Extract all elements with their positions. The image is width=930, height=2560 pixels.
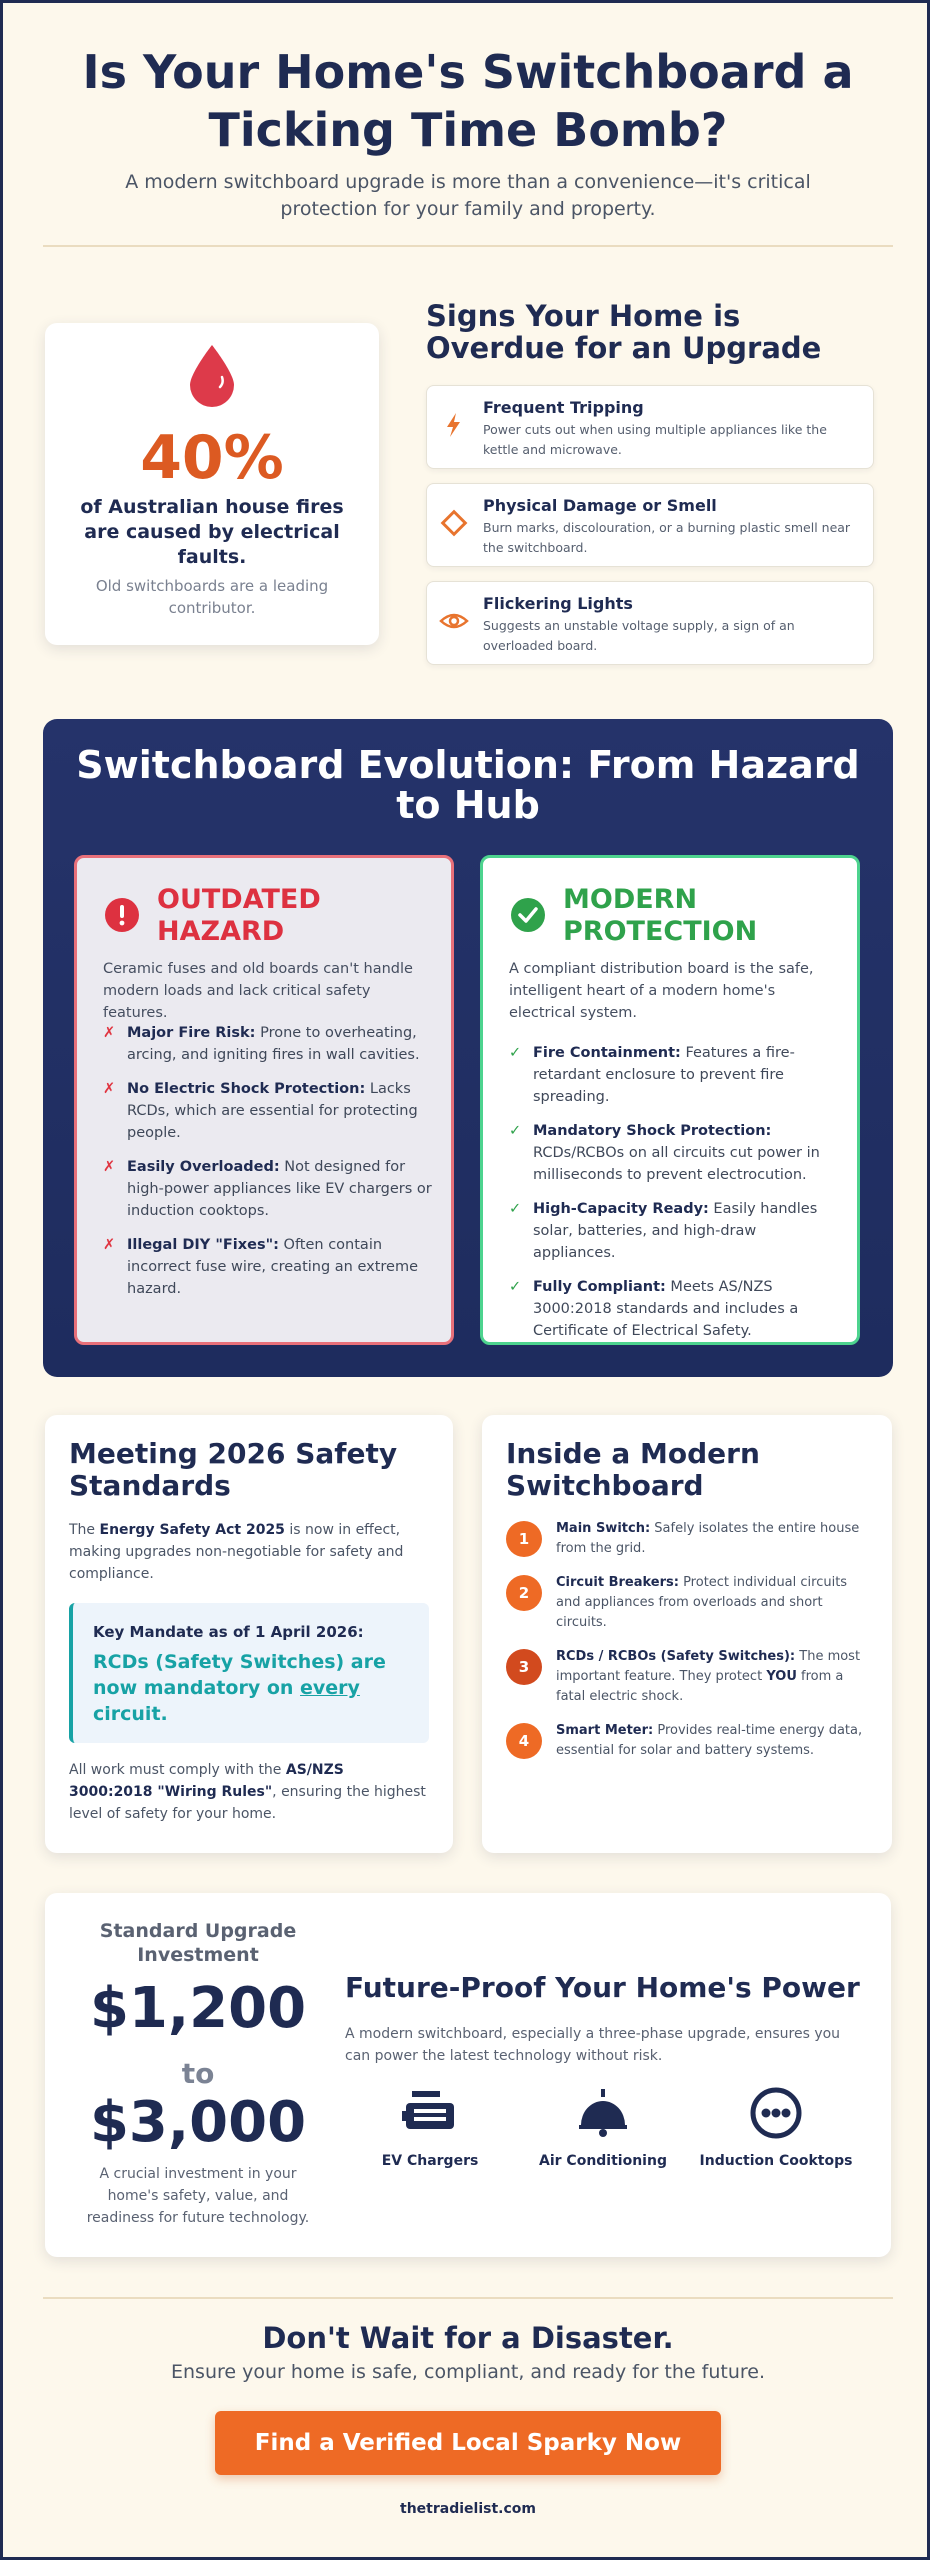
feature-induction-cooktops bbox=[691, 2087, 861, 2169]
future-title: Future-Proof Your Home's Power bbox=[345, 1971, 860, 2004]
stat-value: 40% bbox=[140, 423, 284, 493]
divider bbox=[43, 245, 893, 247]
outdated-hazard-column bbox=[74, 855, 454, 1345]
feature-label: Air Conditioning bbox=[539, 2153, 667, 2169]
cross-icon: ✗ bbox=[103, 1081, 116, 1097]
cost-to: to bbox=[181, 2057, 215, 2090]
modern-heading: MODERN PROTECTION bbox=[563, 884, 758, 947]
check-icon: ✓ bbox=[509, 1201, 522, 1217]
standards-title: Meeting 2026 Safety Standards bbox=[69, 1437, 398, 1502]
check-circle-icon bbox=[511, 898, 545, 932]
cross-icon: ✗ bbox=[103, 1159, 116, 1175]
list-item: ✗ Illegal DIY "Fixes": Often contain incorrect fuse wire, creating an extreme hazard. bbox=[103, 1234, 433, 1300]
footer-site: thetradielist.com bbox=[400, 2501, 536, 2517]
sign-title: Flickering Lights bbox=[483, 594, 633, 613]
standards-intro: The Energy Safety Act 2025 is now in effect, making upgrades non-negotiable for safety and compliance. bbox=[69, 1522, 404, 1582]
mandate-text: RCDs (Safety Switches) are now mandatory on every circuit. bbox=[93, 1651, 386, 1725]
outdated-heading: OUTDATED HAZARD bbox=[157, 884, 321, 947]
divider bbox=[43, 2297, 893, 2299]
ev-charger-icon bbox=[400, 2087, 460, 2139]
sign-desc: Burn marks, discolouration, or a burning plastic smell near the switchboard. bbox=[483, 520, 851, 555]
modern-protection-column bbox=[480, 855, 860, 1345]
feature-label: Induction Cooktops bbox=[699, 2153, 853, 2169]
cost-low: $1,200 bbox=[89, 1976, 307, 2041]
evolution-title: Switchboard Evolution: From Hazard to Hub bbox=[76, 743, 860, 827]
feature-ev-chargers bbox=[345, 2087, 515, 2169]
warning-diamond-icon bbox=[439, 508, 469, 538]
list-item: ✗ Easily Overloaded: Not designed for high-power appliances like EV chargers or induction cooktops. bbox=[103, 1156, 433, 1222]
sign-card bbox=[426, 483, 874, 567]
list-item: 2 Circuit Breakers: Protect individual circuits and appliances from overloads and short circuits. bbox=[506, 1573, 866, 1633]
modern-list bbox=[509, 1042, 839, 1354]
check-icon: ✓ bbox=[509, 1279, 522, 1295]
outdated-list bbox=[103, 1022, 433, 1312]
step-number: 2 bbox=[506, 1575, 542, 1611]
eye-icon bbox=[439, 606, 469, 636]
signs-title: Signs Your Home is Overdue for an Upgrade bbox=[426, 299, 822, 365]
sign-desc: Power cuts out when using multiple appliances like the kettle and microwave. bbox=[483, 422, 827, 457]
cta-subtitle: Ensure your home is safe, compliant, and ready for the future. bbox=[171, 2361, 765, 2383]
sign-card bbox=[426, 385, 874, 469]
modern-intro: A compliant distribution board is the safe, intelligent heart of a modern home's electrical system. bbox=[509, 961, 814, 1021]
cross-icon: ✗ bbox=[103, 1025, 116, 1041]
induction-cooktop-icon bbox=[746, 2087, 806, 2139]
outdated-intro: Ceramic fuses and old boards can't handle modern loads and lack critical safety features. bbox=[103, 961, 413, 1021]
step-number: 1 bbox=[506, 1521, 542, 1557]
stat-note: Old switchboards are a leading contributor. bbox=[95, 577, 329, 617]
cost-note: A crucial investment in your home's safety, value, and readiness for future technology. bbox=[86, 2166, 310, 2226]
feature-label: EV Chargers bbox=[381, 2153, 479, 2169]
step-number: 3 bbox=[506, 1649, 542, 1685]
mandate-label: Key Mandate as of 1 April 2026: bbox=[93, 1623, 364, 1641]
list-item: ✓ High-Capacity Ready: Easily handles solar, batteries, and high-draw appliances. bbox=[509, 1198, 839, 1264]
lightning-icon bbox=[439, 410, 469, 440]
cross-icon: ✗ bbox=[103, 1237, 116, 1253]
cost-label: Standard Upgrade Investment bbox=[99, 1920, 297, 1966]
mandate-callout bbox=[69, 1603, 429, 1743]
sign-title: Frequent Tripping bbox=[483, 398, 644, 417]
page-title: Is Your Home's Switchboard a Ticking Time Bomb? bbox=[82, 45, 854, 157]
list-item: ✗ Major Fire Risk: Prone to overheating, arcing, and igniting fires in wall cavities. bbox=[103, 1022, 433, 1066]
stat-text: of Australian house fires are caused by electrical faults. bbox=[80, 496, 344, 568]
list-item: ✓ Mandatory Shock Protection: RCDs/RCBOs on all circuits cut power in milliseconds to prevent electrocution. bbox=[509, 1120, 839, 1186]
list-item: 3 RCDs / RCBOs (Safety Switches): The most important feature. They protect YOU from a fatal electric shock. bbox=[506, 1647, 866, 1707]
list-item: 4 Smart Meter: Provides real-time energy data, essential for solar and battery systems. bbox=[506, 1721, 866, 1761]
find-sparky-button[interactable]: Find a Verified Local Sparky Now bbox=[215, 2411, 721, 2475]
standards-footnote: All work must comply with the AS/NZS 3000:2018 "Wiring Rules", ensuring the highest level of safety for your home. bbox=[69, 1762, 426, 1822]
inside-title: Inside a Modern Switchboard bbox=[506, 1437, 760, 1502]
list-item: 1 Main Switch: Safely isolates the entire house from the grid. bbox=[506, 1519, 866, 1559]
inside-list bbox=[506, 1519, 866, 1775]
list-item: ✗ No Electric Shock Protection: Lacks RCDs, which are essential for protecting people. bbox=[103, 1078, 433, 1144]
sign-card bbox=[426, 581, 874, 665]
future-text: A modern switchboard, especially a three-phase upgrade, ensures you can power the latest technology without risk. bbox=[345, 2026, 841, 2064]
alert-circle-icon bbox=[105, 898, 139, 932]
feature-air-conditioning bbox=[518, 2087, 688, 2169]
cta-title: Don't Wait for a Disaster. bbox=[262, 2321, 674, 2355]
air-conditioning-icon bbox=[573, 2087, 633, 2139]
sign-desc: Suggests an unstable voltage supply, a sign of an overloaded board. bbox=[483, 618, 795, 653]
list-item: ✓ Fully Compliant: Meets AS/NZS 3000:2018 standards and includes a Certificate of Electrical Safety. bbox=[509, 1276, 839, 1342]
list-item: ✓ Fire Containment: Features a fire-retardant enclosure to prevent fire spreading. bbox=[509, 1042, 839, 1108]
check-icon: ✓ bbox=[509, 1045, 522, 1061]
cost-high: $3,000 bbox=[89, 2090, 307, 2155]
sign-title: Physical Damage or Smell bbox=[483, 496, 717, 515]
step-number: 4 bbox=[506, 1723, 542, 1759]
page-subtitle: A modern switchboard upgrade is more than a convenience—it's critical protection for your family and property. bbox=[125, 171, 811, 220]
fire-drop-icon bbox=[186, 343, 238, 407]
check-icon: ✓ bbox=[509, 1123, 522, 1139]
